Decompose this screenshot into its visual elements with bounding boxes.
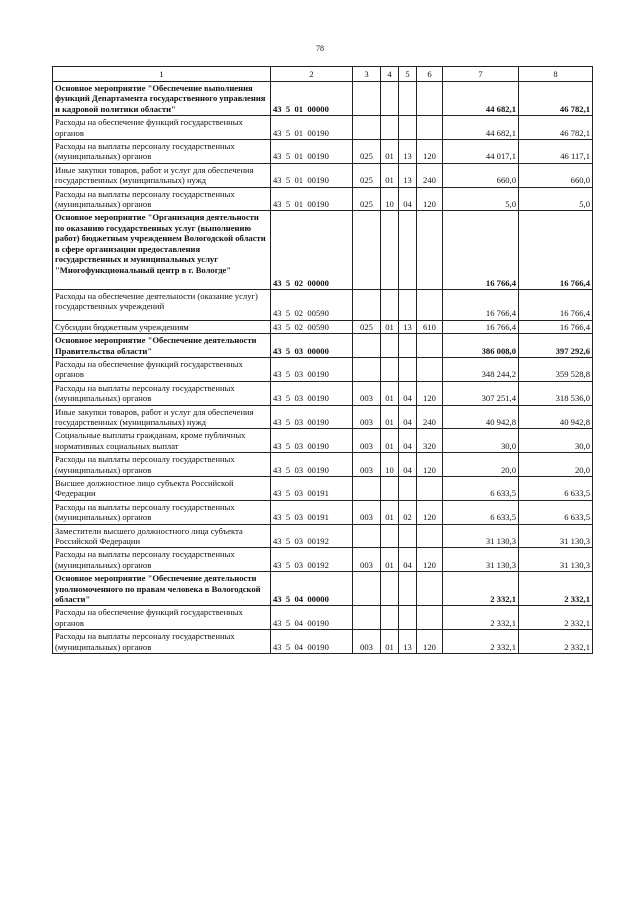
row-amount-col7: 44 682,1 bbox=[443, 82, 519, 116]
row-expense-type: 120 bbox=[417, 630, 443, 654]
row-amount-col8: 31 130,3 bbox=[519, 524, 593, 548]
row-ministry-code bbox=[353, 606, 381, 630]
row-code: 43 5 04 00000 bbox=[271, 572, 353, 606]
row-amount-col8: 6 633,5 bbox=[519, 500, 593, 524]
row-expense-type bbox=[417, 606, 443, 630]
row-amount-col7: 2 332,1 bbox=[443, 572, 519, 606]
row-ministry-code: 003 bbox=[353, 500, 381, 524]
row-ministry-code: 003 bbox=[353, 381, 381, 405]
table-row bbox=[53, 320, 593, 333]
table-row bbox=[53, 572, 593, 606]
row-amount-col7: 6 633,5 bbox=[443, 477, 519, 501]
column-header: 5 bbox=[399, 67, 417, 82]
row-name: Высшее должностное лицо субъекта Российской Федерации bbox=[53, 477, 271, 501]
row-amount-col7: 16 766,4 bbox=[443, 289, 519, 320]
row-amount-col7: 44 682,1 bbox=[443, 116, 519, 140]
row-expense-type bbox=[417, 357, 443, 381]
row-ministry-code: 003 bbox=[353, 548, 381, 572]
row-section bbox=[381, 289, 399, 320]
row-amount-col8: 2 332,1 bbox=[519, 572, 593, 606]
row-subsection bbox=[399, 477, 417, 501]
row-name: Основное мероприятие "Обеспечение деятельности Правительства области" bbox=[53, 334, 271, 358]
row-name: Расходы на обеспечение функций государственных органов bbox=[53, 116, 271, 140]
table-row bbox=[53, 357, 593, 381]
row-section bbox=[381, 524, 399, 548]
column-header-row bbox=[53, 67, 593, 82]
row-section: 01 bbox=[381, 405, 399, 429]
table-row bbox=[53, 289, 593, 320]
row-name: Иные закупки товаров, работ и услуг для обеспечения государственных (муниципальных) нужд bbox=[53, 405, 271, 429]
table-row bbox=[53, 630, 593, 654]
table-row bbox=[53, 140, 593, 164]
row-amount-col8: 2 332,1 bbox=[519, 606, 593, 630]
row-section bbox=[381, 82, 399, 116]
page-number: 78 bbox=[316, 44, 324, 53]
table-row bbox=[53, 606, 593, 630]
table-row bbox=[53, 381, 593, 405]
row-code: 43 5 03 00192 bbox=[271, 548, 353, 572]
row-ministry-code: 003 bbox=[353, 405, 381, 429]
row-expense-type bbox=[417, 477, 443, 501]
row-expense-type: 610 bbox=[417, 320, 443, 333]
row-amount-col7: 386 008,0 bbox=[443, 334, 519, 358]
row-section: 01 bbox=[381, 320, 399, 333]
row-ministry-code bbox=[353, 572, 381, 606]
row-expense-type bbox=[417, 524, 443, 548]
row-subsection: 13 bbox=[399, 163, 417, 187]
row-code: 43 5 03 00192 bbox=[271, 524, 353, 548]
column-header: 3 bbox=[353, 67, 381, 82]
row-amount-col7: 6 633,5 bbox=[443, 500, 519, 524]
row-subsection: 13 bbox=[399, 140, 417, 164]
row-expense-type bbox=[417, 82, 443, 116]
row-subsection: 04 bbox=[399, 405, 417, 429]
row-code: 43 5 03 00190 bbox=[271, 381, 353, 405]
row-ministry-code bbox=[353, 82, 381, 116]
row-expense-type bbox=[417, 572, 443, 606]
table-row bbox=[53, 477, 593, 501]
row-ministry-code bbox=[353, 524, 381, 548]
row-subsection: 04 bbox=[399, 381, 417, 405]
row-subsection bbox=[399, 357, 417, 381]
row-section: 10 bbox=[381, 187, 399, 211]
row-amount-col8: 359 528,8 bbox=[519, 357, 593, 381]
row-subsection bbox=[399, 524, 417, 548]
row-section: 01 bbox=[381, 429, 399, 453]
row-amount-col8: 16 766,4 bbox=[519, 289, 593, 320]
row-section: 01 bbox=[381, 381, 399, 405]
row-expense-type: 320 bbox=[417, 429, 443, 453]
table-row bbox=[53, 453, 593, 477]
row-expense-type: 120 bbox=[417, 187, 443, 211]
row-amount-col8: 40 942,8 bbox=[519, 405, 593, 429]
column-header: 6 bbox=[417, 67, 443, 82]
row-amount-col7: 660,0 bbox=[443, 163, 519, 187]
row-amount-col8: 2 332,1 bbox=[519, 630, 593, 654]
row-name: Социальные выплаты гражданам, кроме публичных нормативных социальных выплат bbox=[53, 429, 271, 453]
row-amount-col8: 6 633,5 bbox=[519, 477, 593, 501]
row-name: Иные закупки товаров, работ и услуг для обеспечения государственных (муниципальных) нужд bbox=[53, 163, 271, 187]
row-subsection: 13 bbox=[399, 320, 417, 333]
row-name: Расходы на выплаты персоналу государственных (муниципальных) органов bbox=[53, 548, 271, 572]
column-header: 7 bbox=[443, 67, 519, 82]
row-amount-col7: 5,0 bbox=[443, 187, 519, 211]
row-section: 10 bbox=[381, 453, 399, 477]
row-section: 01 bbox=[381, 163, 399, 187]
row-name: Расходы на выплаты персоналу государственных (муниципальных) органов bbox=[53, 500, 271, 524]
row-section: 01 bbox=[381, 140, 399, 164]
row-ministry-code: 003 bbox=[353, 453, 381, 477]
table-body bbox=[53, 82, 593, 654]
row-amount-col7: 31 130,3 bbox=[443, 548, 519, 572]
row-name: Основное мероприятие "Обеспечение выполнения функций Департамента государственного управления и кадровой политики области" bbox=[53, 82, 271, 116]
table-row bbox=[53, 405, 593, 429]
row-subsection: 04 bbox=[399, 548, 417, 572]
row-expense-type: 240 bbox=[417, 405, 443, 429]
row-amount-col8: 31 130,3 bbox=[519, 548, 593, 572]
table-row bbox=[53, 429, 593, 453]
column-header: 1 bbox=[53, 67, 271, 82]
row-code: 43 5 02 00590 bbox=[271, 289, 353, 320]
row-name: Основное мероприятие "Организация деятельности по оказанию государственных услуг (выполнению работ) бюджетным учреждением Вологодской области в сфере организации предоставления государственных и муниципальных услуг "Многофункциональный центр в г. Вологде" bbox=[53, 211, 271, 289]
budget-table bbox=[52, 66, 593, 654]
table-row bbox=[53, 524, 593, 548]
row-ministry-code: 025 bbox=[353, 320, 381, 333]
row-amount-col8: 46 782,1 bbox=[519, 82, 593, 116]
row-ministry-code: 025 bbox=[353, 187, 381, 211]
row-section bbox=[381, 477, 399, 501]
row-section bbox=[381, 606, 399, 630]
row-amount-col8: 660,0 bbox=[519, 163, 593, 187]
row-code: 43 5 01 00190 bbox=[271, 187, 353, 211]
row-name: Расходы на выплаты персоналу государственных (муниципальных) органов bbox=[53, 381, 271, 405]
row-section: 01 bbox=[381, 548, 399, 572]
row-code: 43 5 03 00190 bbox=[271, 357, 353, 381]
row-ministry-code bbox=[353, 357, 381, 381]
column-header: 8 bbox=[519, 67, 593, 82]
table-row bbox=[53, 211, 593, 289]
row-name: Основное мероприятие "Обеспечение деятельности уполномоченного по правам человека в Вологодской области" bbox=[53, 572, 271, 606]
row-subsection: 04 bbox=[399, 187, 417, 211]
row-amount-col7: 2 332,1 bbox=[443, 630, 519, 654]
row-subsection bbox=[399, 572, 417, 606]
row-name: Расходы на выплаты персоналу государственных (муниципальных) органов bbox=[53, 453, 271, 477]
row-expense-type bbox=[417, 116, 443, 140]
row-code: 43 5 01 00190 bbox=[271, 163, 353, 187]
row-subsection bbox=[399, 211, 417, 289]
row-code: 43 5 01 00190 bbox=[271, 116, 353, 140]
row-subsection: 02 bbox=[399, 500, 417, 524]
table-row bbox=[53, 548, 593, 572]
row-expense-type: 120 bbox=[417, 453, 443, 477]
row-expense-type: 120 bbox=[417, 548, 443, 572]
row-section bbox=[381, 357, 399, 381]
row-amount-col7: 307 251,4 bbox=[443, 381, 519, 405]
row-expense-type bbox=[417, 334, 443, 358]
row-section bbox=[381, 116, 399, 140]
row-expense-type bbox=[417, 289, 443, 320]
row-section bbox=[381, 211, 399, 289]
row-name: Субсидии бюджетным учреждениям bbox=[53, 320, 271, 333]
row-amount-col7: 31 130,3 bbox=[443, 524, 519, 548]
column-header: 2 bbox=[271, 67, 353, 82]
row-ministry-code bbox=[353, 289, 381, 320]
row-code: 43 5 03 00000 bbox=[271, 334, 353, 358]
row-ministry-code bbox=[353, 477, 381, 501]
table-row bbox=[53, 187, 593, 211]
row-name: Расходы на обеспечение функций государственных органов bbox=[53, 357, 271, 381]
row-code: 43 5 04 00190 bbox=[271, 606, 353, 630]
row-amount-col7: 16 766,4 bbox=[443, 320, 519, 333]
row-amount-col8: 5,0 bbox=[519, 187, 593, 211]
row-subsection bbox=[399, 289, 417, 320]
row-code: 43 5 03 00190 bbox=[271, 453, 353, 477]
row-amount-col7: 16 766,4 bbox=[443, 211, 519, 289]
row-code: 43 5 02 00590 bbox=[271, 320, 353, 333]
row-code: 43 5 01 00190 bbox=[271, 140, 353, 164]
row-ministry-code: 003 bbox=[353, 429, 381, 453]
row-subsection bbox=[399, 82, 417, 116]
row-amount-col7: 40 942,8 bbox=[443, 405, 519, 429]
table-row bbox=[53, 116, 593, 140]
row-ministry-code: 025 bbox=[353, 163, 381, 187]
row-code: 43 5 03 00190 bbox=[271, 405, 353, 429]
column-header: 4 bbox=[381, 67, 399, 82]
table-row bbox=[53, 82, 593, 116]
row-ministry-code: 025 bbox=[353, 140, 381, 164]
row-expense-type: 120 bbox=[417, 140, 443, 164]
row-subsection: 04 bbox=[399, 429, 417, 453]
row-subsection bbox=[399, 334, 417, 358]
row-amount-col8: 46 117,1 bbox=[519, 140, 593, 164]
row-name: Расходы на выплаты персоналу государственных (муниципальных) органов bbox=[53, 630, 271, 654]
row-amount-col7: 44 017,1 bbox=[443, 140, 519, 164]
row-section bbox=[381, 334, 399, 358]
row-amount-col8: 46 782,1 bbox=[519, 116, 593, 140]
row-name: Расходы на обеспечение функций государственных органов bbox=[53, 606, 271, 630]
row-expense-type: 240 bbox=[417, 163, 443, 187]
row-expense-type: 120 bbox=[417, 381, 443, 405]
row-amount-col8: 20,0 bbox=[519, 453, 593, 477]
row-code: 43 5 04 00190 bbox=[271, 630, 353, 654]
row-amount-col7: 348 244,2 bbox=[443, 357, 519, 381]
table-row bbox=[53, 334, 593, 358]
row-code: 43 5 01 00000 bbox=[271, 82, 353, 116]
row-code: 43 5 03 00191 bbox=[271, 500, 353, 524]
row-subsection bbox=[399, 116, 417, 140]
row-name: Расходы на обеспечение деятельности (оказание услуг) государственных учреждений bbox=[53, 289, 271, 320]
row-ministry-code bbox=[353, 211, 381, 289]
row-code: 43 5 03 00190 bbox=[271, 429, 353, 453]
row-section bbox=[381, 572, 399, 606]
row-subsection: 04 bbox=[399, 453, 417, 477]
table-row bbox=[53, 163, 593, 187]
table-row bbox=[53, 500, 593, 524]
row-name: Расходы на выплаты персоналу государственных (муниципальных) органов bbox=[53, 187, 271, 211]
row-amount-col7: 20,0 bbox=[443, 453, 519, 477]
row-amount-col8: 30,0 bbox=[519, 429, 593, 453]
row-ministry-code bbox=[353, 334, 381, 358]
row-amount-col8: 318 536,0 bbox=[519, 381, 593, 405]
row-ministry-code bbox=[353, 116, 381, 140]
row-code: 43 5 02 00000 bbox=[271, 211, 353, 289]
row-section: 01 bbox=[381, 500, 399, 524]
row-code: 43 5 03 00191 bbox=[271, 477, 353, 501]
row-ministry-code: 003 bbox=[353, 630, 381, 654]
row-amount-col8: 16 766,4 bbox=[519, 211, 593, 289]
row-section: 01 bbox=[381, 630, 399, 654]
row-amount-col8: 397 292,6 bbox=[519, 334, 593, 358]
row-amount-col7: 30,0 bbox=[443, 429, 519, 453]
row-subsection: 13 bbox=[399, 630, 417, 654]
row-name: Заместители высшего должностного лица субъекта Российской Федерации bbox=[53, 524, 271, 548]
row-amount-col8: 16 766,4 bbox=[519, 320, 593, 333]
row-name: Расходы на выплаты персоналу государственных (муниципальных) органов bbox=[53, 140, 271, 164]
row-subsection bbox=[399, 606, 417, 630]
row-expense-type: 120 bbox=[417, 500, 443, 524]
row-expense-type bbox=[417, 211, 443, 289]
row-amount-col7: 2 332,1 bbox=[443, 606, 519, 630]
